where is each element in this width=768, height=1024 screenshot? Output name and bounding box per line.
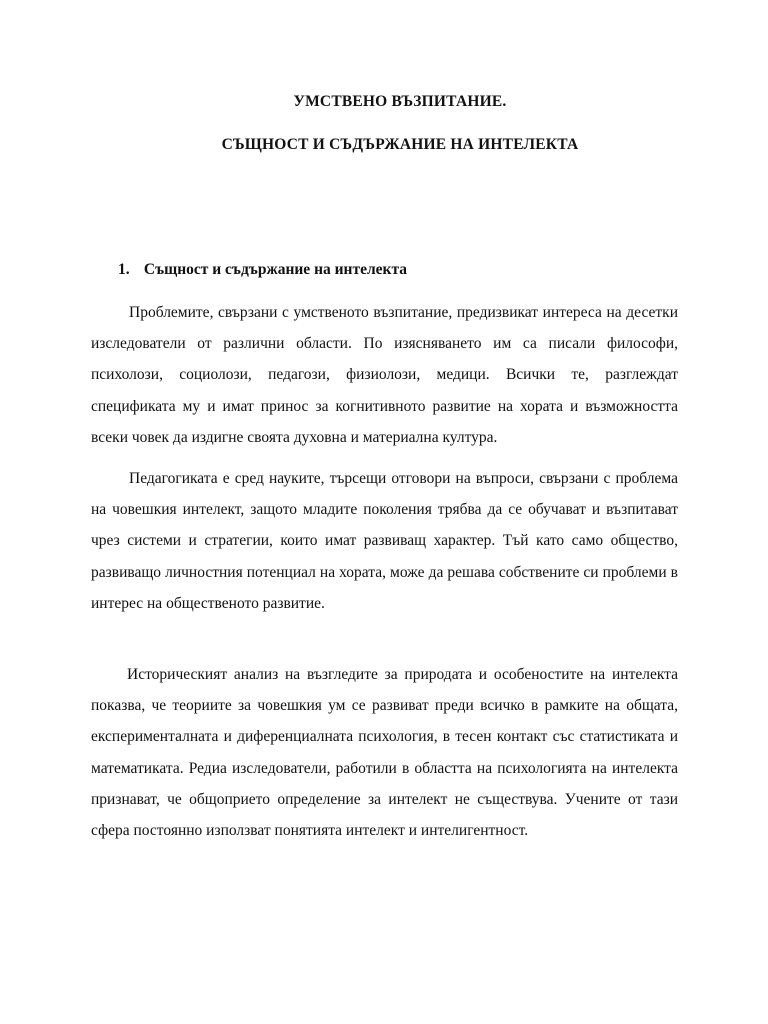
paragraph-2: Педагогиката е сред науките, търсещи отговори на въпроси, свързани с проблема на човешкия интелект, защото младите поколения трябва да се обучават и възпитават чрез системи и стратегии, които имат развиващ характер. Тъй като само общество, развиващо личностния потенциал на хората, може да решава собствените си проблеми в интерес на общественото развитие. — [91, 470, 678, 612]
section-heading-text: Същност и съдържание на интелекта — [143, 261, 408, 278]
paragraph-1: Проблемите, свързани с умственото възпитание, предизвикат интереса на десетки изследователи от различни области. По изясняването им са писали философи, психолози, социолози, педагози, физиолози, медици. Всички те, разглеждат спецификата му и имат принос за когнитивното развитие на хората и възможността всеки човек да издигне своята духовна и материална култура. — [91, 304, 678, 446]
section-number: 1. — [118, 261, 130, 278]
paragraph-3: Историческият анализ на възгледите за природата и особеностите на интелекта показва, че теориите за човешкия ум се развиват преди всичко в рамките на общата, експерименталната и диференциалната психология, в тесен контакт със статистиката и математиката. Редиа изследователи, работили в областта на психологията на интелекта признават, че общоприето определение за интелект не съществува. Учените от тази сфера постоянно използват понятията интелект и интелигентност. — [91, 666, 678, 840]
document-title: УМСТВЕНО ВЪЗПИТАНИЕ. — [293, 93, 507, 110]
document-subtitle: СЪЩНОСТ И СЪДЪРЖАНИЕ НА ИНТЕЛЕКТА — [221, 136, 579, 153]
section-heading — [118, 261, 407, 279]
